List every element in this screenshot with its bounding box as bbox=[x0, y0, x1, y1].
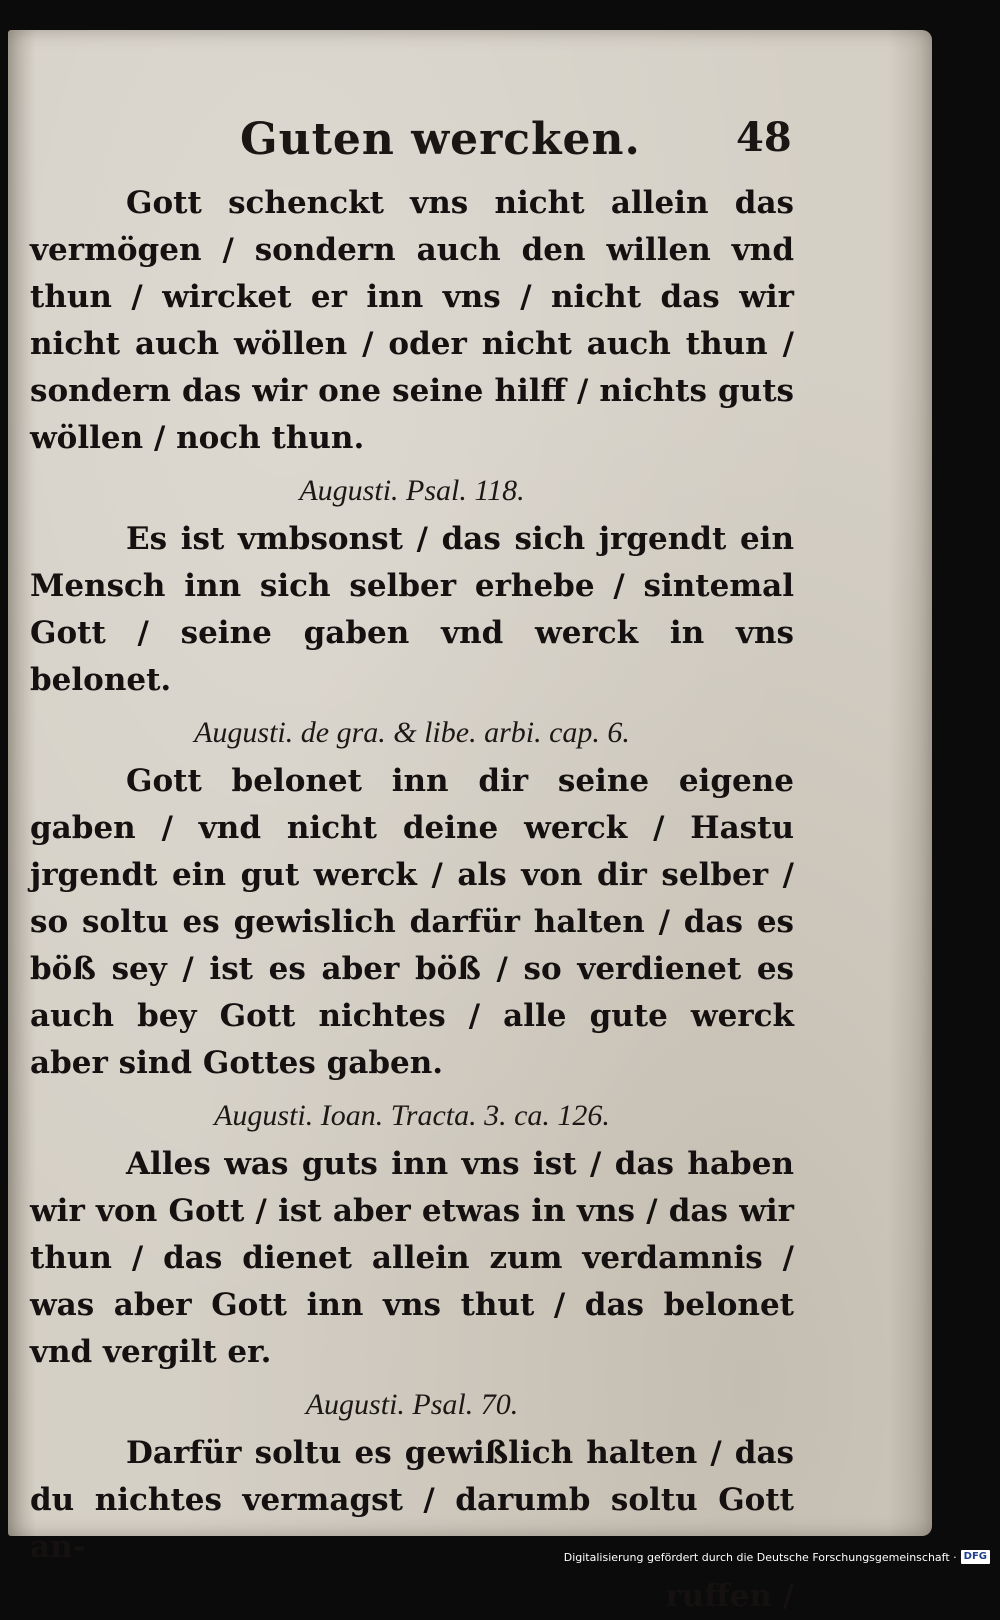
page-header bbox=[8, 114, 932, 174]
passage-text-2: Es ist vmbsonst / das sich jrgendt ein Mensch inn sich selber erhebe / sintemal Gott / seine gaben vnd werck in vns belonet. bbox=[30, 521, 794, 698]
dfg-logo: DFG bbox=[961, 1550, 990, 1564]
credit-text: Digitalisierung gefördert durch die Deutsche Forschungsgemeinschaft · bbox=[563, 1550, 957, 1564]
passage-text-5: Darfür soltu es gewißlich halten / das du nichtes vermagst / darumb soltu Gott an- bbox=[30, 1435, 794, 1565]
running-head: Guten wercken. bbox=[240, 114, 641, 165]
digitization-credit bbox=[564, 1547, 990, 1567]
passage-reference-2: Augusti. Psal. 118. bbox=[299, 474, 525, 507]
passage-reference-4: Augusti. Ioan. Tracta. 3. ca. 126. bbox=[214, 1099, 610, 1132]
passage-text-1: Gott schenckt vns nicht allein das vermögen / sondern auch den willen vnd thun / wircket er inn vns / nicht das wir nicht auch wöllen / oder nicht auch thun / sondern das wir one seine hilff / nichts guts wöllen / noch thun. bbox=[30, 185, 794, 456]
page-number: 48 bbox=[736, 114, 792, 161]
passage-text-3: Gott belonet inn dir seine eigene gaben / vnd nicht deine werck / Hastu jrgendt ein gut werck / als von dir selber / so soltu es gewislich darfür halten / das es böß sey / ist es aber böß / so verdienet es auch bey Gott nichtes / alle gute werck aber sind Gottes gaben. bbox=[30, 763, 794, 1081]
catchword: ruffen / bbox=[665, 1578, 794, 1614]
passage-reference-5: Augusti. Psal. 70. bbox=[305, 1388, 519, 1421]
text-block bbox=[30, 180, 794, 1620]
passage-reference-3: Augusti. de gra. & libe. arbi. cap. 6. bbox=[194, 716, 630, 749]
passage-text-4: Alles was guts inn vns ist / das haben wir von Gott / ist aber etwas in vns / das wir thun / das dienet allein zum verdamnis / was aber Gott inn vns thut / das belonet vnd vergilt er. bbox=[30, 1146, 794, 1370]
